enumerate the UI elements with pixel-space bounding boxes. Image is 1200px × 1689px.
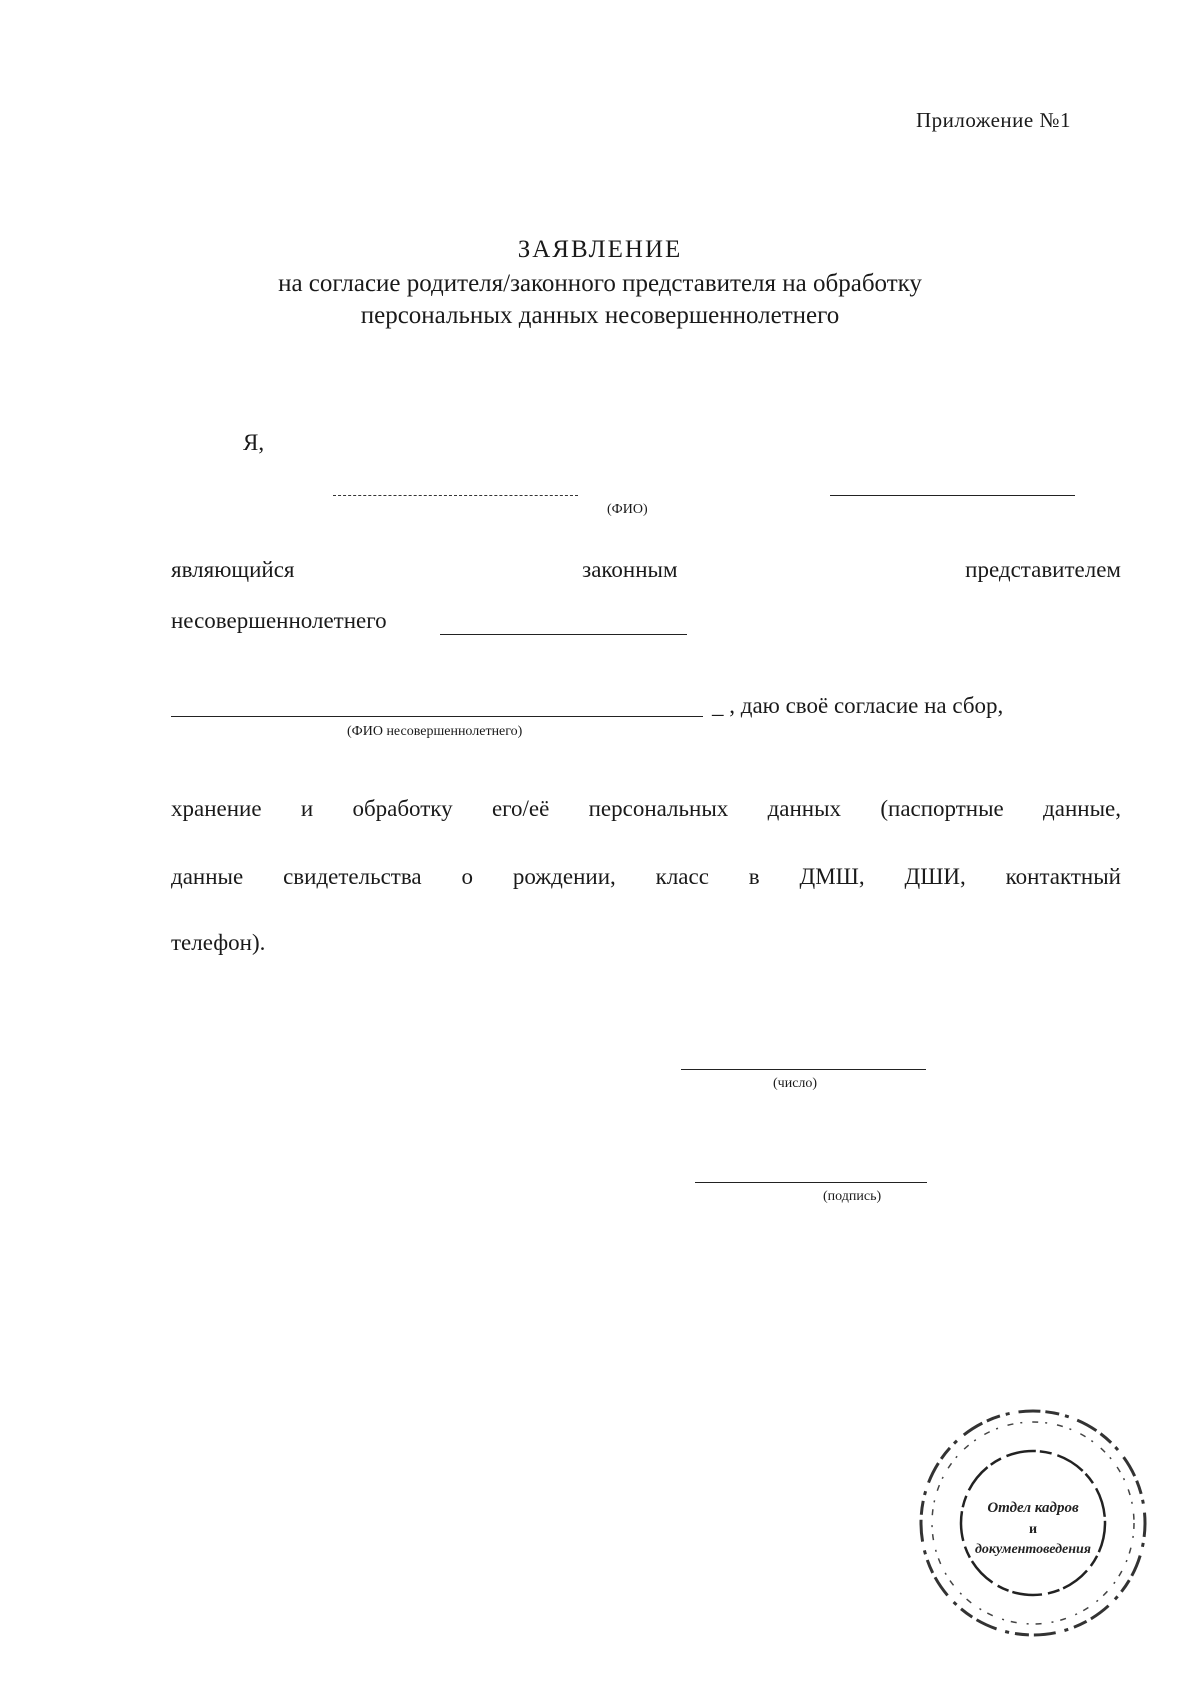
date-line[interactable]	[681, 1069, 926, 1070]
minor-label: несовершеннолетнего	[171, 608, 387, 633]
consent-text: _ , даю своё согласие на сбор,	[712, 693, 1004, 718]
organization-stamp	[915, 1395, 1155, 1645]
paragraph-line2: данные свидетельства о рождении, класс в ДМШ, ДШИ, контактный	[171, 864, 1121, 889]
stamp-text-line1: Отдел кадров	[987, 1500, 1079, 1516]
word-being: являющийся	[171, 557, 295, 582]
appendix-label: Приложение №1	[916, 108, 1071, 132]
parent-fio-line[interactable]	[333, 495, 578, 496]
fio-caption: (ФИО)	[607, 502, 648, 517]
fio-minor-caption: (ФИО несовершеннолетнего)	[347, 724, 523, 739]
document-title: ЗАЯВЛЕНИЕ	[517, 236, 683, 263]
date-caption: (число)	[773, 1076, 818, 1091]
paragraph-line1: хранение и обработку его/её персональных данных (паспортные данные,	[171, 796, 1121, 821]
signature-caption: (подпись)	[823, 1189, 882, 1204]
paragraph-line3: телефон).	[171, 930, 266, 955]
word-representative: представителем	[965, 557, 1121, 582]
i-label: Я,	[243, 430, 265, 455]
minor-fio-line[interactable]	[171, 716, 703, 717]
stamp-text-line2: и	[1028, 1522, 1038, 1537]
signature-line[interactable]	[695, 1182, 927, 1183]
document-subtitle-line1: на согласие родителя/законного представителя на обработку	[278, 270, 922, 297]
minor-name-line[interactable]	[440, 634, 687, 635]
word-legal: законным	[582, 557, 678, 582]
representative-row	[171, 557, 1121, 583]
document-subtitle-line2: персональных данных несовершеннолетнего	[360, 302, 840, 329]
parent-extra-line[interactable]	[830, 495, 1075, 496]
stamp-text-line3: документоведения	[974, 1542, 1092, 1557]
